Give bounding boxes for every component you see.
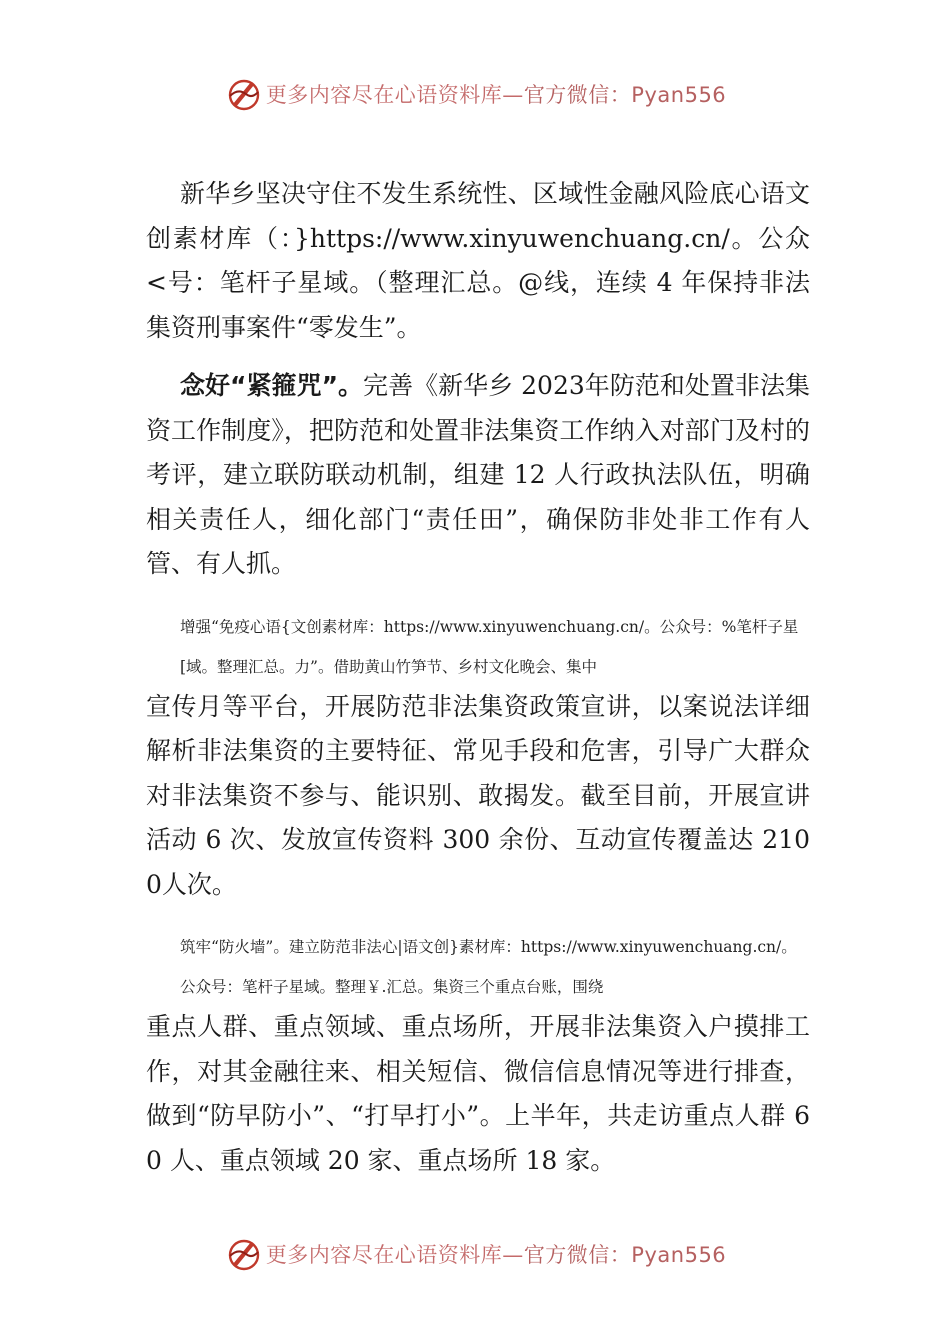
document-body xyxy=(146,172,810,1183)
pen-swirl-logo-icon xyxy=(224,74,264,114)
banner-text: 更多内容尽在心语资料库—官方微信：Pyan556 xyxy=(265,83,727,107)
footer-banner xyxy=(0,1230,950,1278)
banner-text: 更多内容尽在心语资料库—官方微信：Pyan556 xyxy=(265,1243,727,1267)
paragraph-1: 新华乡坚决守住不发生系统性、区域性金融风险底心语文创素材库（：}https://www.xinyuwenchuang.cn/。公众<号：笔杆子星域。（整理汇总。@线，连续 4 年保持非法集资刑事案件“零发生”。 xyxy=(146,179,810,342)
paragraph-2 xyxy=(146,364,810,587)
heading-tight-hoop: 念好“紧箍咒”。 xyxy=(180,371,364,400)
paragraph-2-text: 完善《新华乡 2023年防范和处置非法集资工作制度》，把防范和处置非法集资工作纳入对部门及村的考评，建立联防联动机制，组建 12 人行政执法队伍，明确相关责任人，细化部门“责任田”，确保防非处非工作有人管、有人抓。 xyxy=(146,371,810,578)
paragraph-4: 重点人群、重点领域、重点场所，开展非法集资入户摸排工作，对其金融往来、相关短信、微信信息情况等进行排查，做到“防早防小”、“打早打小”。上半年，共走访重点人群 60 人、重点领域 20 家、重点场所 18 家。 xyxy=(146,1012,810,1175)
header-banner xyxy=(0,70,950,118)
small-text-2: 筑牢“防火墙”。建立防范非法心|语文创}素材库：https://www.xinyuwenchuang.cn/。公众号：笔杆子星域。整理￥.汇总。集资三个重点台账，围绕 xyxy=(180,938,797,996)
paragraph-3: 宣传月等平台，开展防范非法集资政策宣讲，以案说法详细解析非法集资的主要特征、常见手段和危害，引导广大群众对非法集资不参与、能识别、敢揭发。截至目前，开展宣讲 活动 6 次、发放宣传资料 300 余份、互动宣传覆盖达 2100人次。 xyxy=(146,691,810,899)
pen-swirl-logo-icon xyxy=(224,1234,264,1274)
small-text-1: 增强“免疫心语{文创素材库：https://www.xinyuwenchuang.cn/。公众号：%笔杆子星[域。整理汇总。力”。借助黄山竹笋节、乡村文化晚会、集中 xyxy=(180,617,799,676)
